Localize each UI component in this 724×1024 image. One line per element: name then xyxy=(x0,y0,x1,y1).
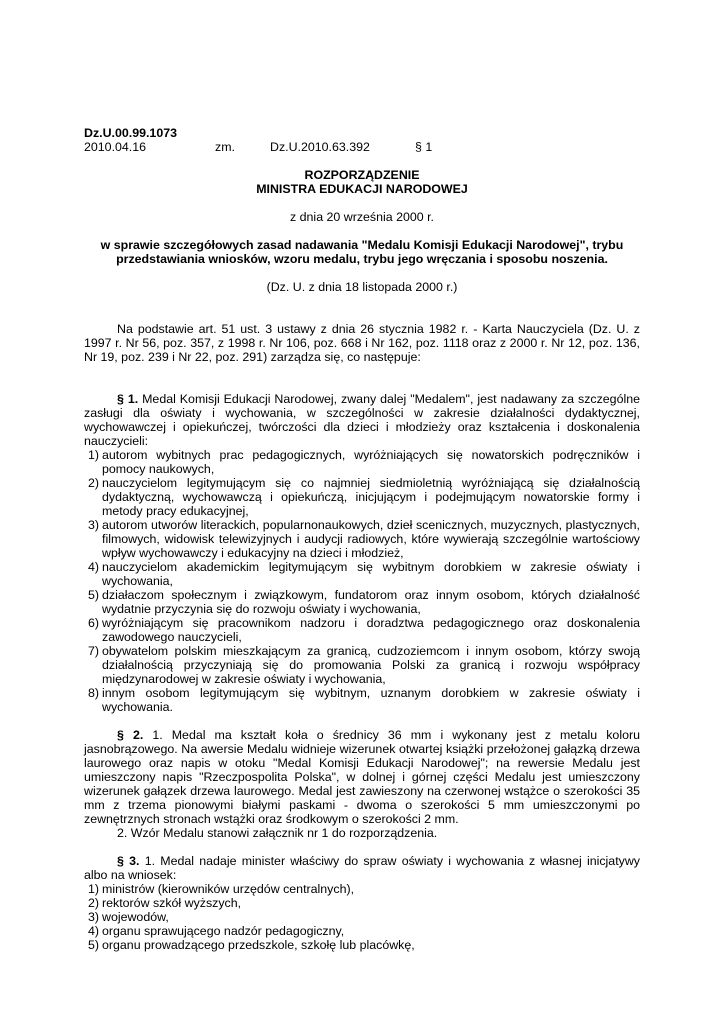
section-3-label: § 3. xyxy=(117,854,140,868)
list-item: 3) autorom utworów literackich, popularnonaukowych, dzieł scenicznych, muzycznych, plastycznych, filmowych, widowisk telewizyjnych i audycji radiowych, które wywierają szczególnie wartościowy wpływ wychowawczy i edukacyjny na dzieci i młodzież, xyxy=(87,518,640,560)
list-item: 4) organu sprawującego nadzór pedagogiczny, xyxy=(87,924,345,938)
list-item: 3) wojewodów, xyxy=(87,910,169,924)
list-item: 1) autorom wybitnych prac pedagogicznych, wyróżniających się nowatorskich podręczników i pomocy naukowych, xyxy=(87,448,640,476)
section-1-label: § 1. xyxy=(117,392,139,406)
list-item: 2) rektorów szkół wyższych, xyxy=(87,896,242,910)
section-3-list xyxy=(84,882,640,952)
amendment-line xyxy=(84,140,640,154)
list-item: 8) innym osobom legitymującym się wybitnym, uznanym dorobkiem w zakresie oświaty i wychowania. xyxy=(87,686,640,714)
list-item: 5) działaczom społecznym i związkowym, fundatorom oraz innym osobom, których działalność wydatnie przyczynia się do rozwoju oświaty i wychowania, xyxy=(87,588,640,616)
list-item: 5) organu prowadzącego przedszkole, szkołę lub placówkę, xyxy=(87,938,415,952)
list-item: 2) nauczycielom legitymującym się co najmniej siedmioletnią wyróżniającą się działalnością dydaktyczną, wychowawczą i opiekuńczą, inicjującym i podejmującym nowatorskie formy i metody pracy edukacyjnej, xyxy=(87,476,640,518)
amendment-reference: Dz.U.2010.63.392 xyxy=(270,140,370,154)
document-date: z dnia 20 września 2000 r. xyxy=(290,210,434,224)
section-2-label: § 2. xyxy=(117,728,144,742)
section-3 xyxy=(84,854,640,882)
list-item: 7) obywatelom polskim mieszkającym za granicą, cudzoziemcom i innym osobom, którzy swoją działalnością przyczyniają się do promowania Polski za granicą i rozwoju współpracy międzynarodowej w zakresie oświaty i wychowania, xyxy=(87,644,640,686)
section-1 xyxy=(84,392,640,448)
amendment-paragraph: § 1 xyxy=(415,140,433,154)
document-issuer: MINISTRA EDUKACJI NARODOWEJ xyxy=(256,182,468,196)
section-2-text: 1. Medal ma kształt koła o średnicy 36 mm i wykonany jest z metalu koloru jasnobrązowego. Na awersie Medalu widnieje wizerunek otwartej książki przełożonej gałązką drzewa laurowego oraz napis w otoku "Medal Komisji Edukacji Narodowej"; na rewersie Medalu jest umieszczony napis "Rzeczpospolita Polska", w dolnej i górnej części Medalu jest umieszczony wizerunek gałązek drzewa laurowego. Medal jest zawieszony na czerwonej wstążce o szerokości 35 mm z trzema pionowymi białymi paskami - dwoma o szerokości 5 mm umieszczonymi po zewnętrznych stronach wstążki oraz środkowym o szerokości 2 mm. xyxy=(84,728,640,826)
amendment-zm: zm. xyxy=(215,140,235,154)
section-2-paragraph-2: 2. Wzór Medalu stanowi załącznik nr 1 do rozporządzenia. xyxy=(117,826,438,840)
list-item: 4) nauczycielom akademickim legitymującym się wybitnym dorobkiem w zakresie oświaty i wychowania, xyxy=(87,560,640,588)
amendment-date: 2010.04.16 xyxy=(84,140,147,154)
section-3-text: 1. Medal nadaje minister właściwy do spraw oświaty i wychowania z własnej inicjatywy albo na wniosek: xyxy=(84,854,640,882)
section-1-list xyxy=(84,448,640,714)
publication-note: (Dz. U. z dnia 18 listopada 2000 r.) xyxy=(266,280,458,294)
document-body xyxy=(84,126,640,952)
list-item: 1) ministrów (kierowników urzędów centralnych), xyxy=(87,882,355,896)
document-title: ROZPORZĄDZENIE xyxy=(304,168,420,182)
section-1-text: Medal Komisji Edukacji Narodowej, zwany dalej "Medalem", jest nadawany za szczególne zasługi dla oświaty i wychowania, w szczególności w zakresie działalności dydaktycznej, wychowawczej i opiekuńczej, twórczości dla dzieci i młodzieży oraz kształcenia i doskonalenia nauczycieli: xyxy=(84,392,640,448)
document-subject: w sprawie szczegółowych zasad nadawania "Medalu Komisji Edukacji Narodowej", trybu przedstawiania wniosków, wzoru medalu, trybu jego wręczania i sposobu noszenia. xyxy=(100,238,624,266)
preamble: Na podstawie art. 51 ust. 3 ustawy z dnia 26 stycznia 1982 r. - Karta Nauczyciela (Dz. U. z 1997 r. Nr 56, poz. 357, z 1998 r. Nr 106, poz. 668 i Nr 162, poz. 1118 oraz z 2000 r. Nr 12, poz. 136, Nr 19, poz. 239 i Nr 22, poz. 291) zarządza się, co następuje: xyxy=(84,322,640,364)
list-item: 6) wyróżniającym się pracownikom nadzoru i doradztwa pedagogicznego oraz doskonalenia zawodowego nauczycieli, xyxy=(87,616,640,644)
section-2 xyxy=(84,728,640,826)
journal-reference: Dz.U.00.99.1073 xyxy=(84,126,177,140)
